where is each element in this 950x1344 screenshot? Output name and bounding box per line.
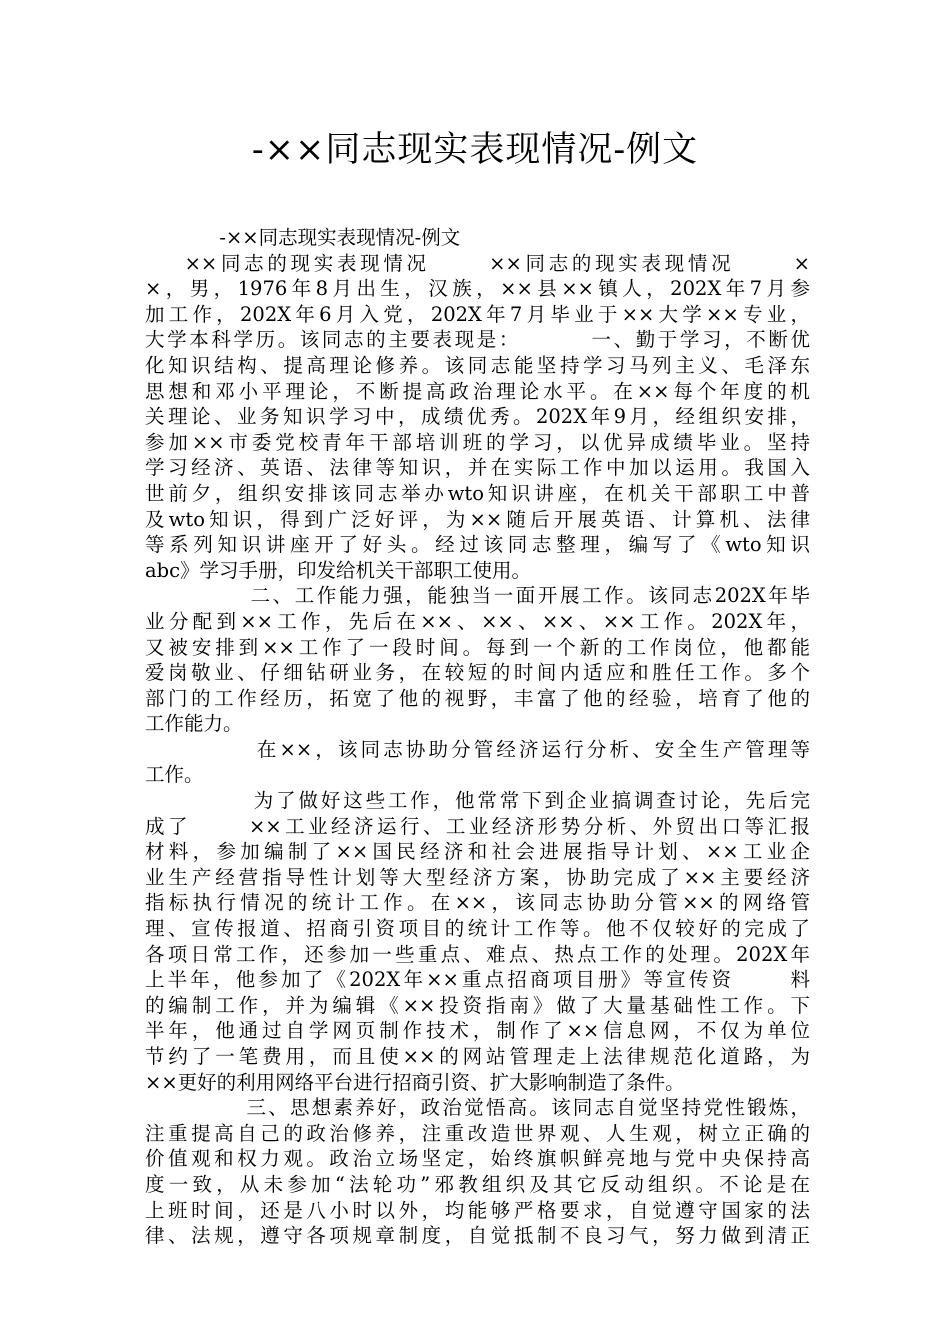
body-line: 为了做好这些工作，他常常下到企业搞调查讨论，先后完 [145, 789, 810, 813]
body-line: 又被安排到××工作了一段时间。每到一个新的工作岗位，他都能 [145, 635, 810, 659]
body-line: 度一致，从未参加“法轮功”邪教组织及其它反动组织。不论是在 [145, 1172, 810, 1196]
body-line: 上半年，他参加了《202X年××重点招商项目册》等宣传资 料 [145, 968, 810, 992]
body-line: 指标执行情况的统计工作。在××，该同志协助分管××的网络管 [145, 891, 810, 915]
body-line: 及wto知识，得到广泛好评，为××随后开展英语、计算机、法律 [145, 507, 810, 531]
body-line: 节约了一笔费用，而且使××的网站管理走上法律规范化道路，为 [145, 1045, 810, 1068]
body-line: 律、法规，遵守各项规章制度，自觉抵制不良习气，努力做到清正 [145, 1224, 810, 1248]
body-line: 业生产经营指导性计划等大型经济方案，协助完成了××主要经济 [145, 865, 810, 889]
body-line: 在××，该同志协助分管经济运行分析、安全生产管理等 [145, 737, 810, 761]
body-line: 上班时间，还是八小时以外，均能够严格要求，自觉遵守国家的法 [145, 1198, 810, 1222]
body-line: 工作能力。 [145, 712, 243, 736]
body-line: 三、思想素养好，政治觉悟高。该同志自觉坚持党性锻炼， [145, 1096, 810, 1120]
body-line: 注重提高自己的政治修养，注重改造世界观、人生观，树立正确的 [145, 1121, 810, 1145]
body-line: -××同志现实表现情况-例文 [145, 226, 461, 249]
body-line: 参加××市委党校青年干部培训班的学习，以优异成绩毕业。坚持 [145, 430, 810, 454]
body-line: 化知识结构、提高理论修养。该同志能坚持学习马列主义、毛泽东 [145, 353, 810, 377]
body-line: 思想和邓小平理论，不断提高政治理论水平。在××每个年度的机 [145, 379, 810, 403]
document-body [145, 225, 810, 1249]
body-line: 半年，他通过自学网页制作技术，制作了××信息网，不仅为单位 [145, 1019, 810, 1043]
body-line: 价值观和权力观。政治立场坚定，始终旗帜鲜亮地与党中央保持高 [145, 1147, 810, 1171]
body-line: ××同志的现实表现情况 ××同志的现实表现情况 × [145, 251, 810, 275]
body-line: abc》学习手册，印发给机关干部职工使用。 [145, 558, 532, 582]
body-line: 业分配到××工作，先后在××、××、××、××工作。202X年， [145, 609, 810, 633]
body-line: 材料，参加编制了××国民经济和社会进展指导计划、××工业企 [145, 840, 810, 864]
document-title: -××同志现实表现情况-例文 [251, 130, 699, 170]
body-line: ××更好的利用网络平台进行招商引资、扩大影响制造了条件。 [145, 1070, 685, 1094]
body-line: 理、宣传报道、招商引资项目的统计工作等。他不仅较好的完成了 [145, 917, 810, 941]
body-line: 爱岗敬业、仔细钻研业务，在较短的时间内适应和胜任工作。多个 [145, 661, 810, 685]
body-line: 成了 ××工业经济运行、工业经济形势分析、外贸出口等汇报 [145, 814, 810, 838]
body-line: 加工作，202X年6月入党，202X年7月毕业于××大学××专业， [145, 302, 810, 326]
body-line: 大学本科学历。该同志的主要表现是： 一、勤于学习，不断优 [145, 328, 810, 352]
body-line: 各项日常工作，还参加一些重点、难点、热点工作的处理。202X年 [145, 942, 810, 966]
body-line: 部门的工作经历，拓宽了他的视野，丰富了他的经验，培育了他的 [145, 686, 810, 710]
body-line: 世前夕，组织安排该同志举办wto知识讲座，在机关干部职工中普 [145, 481, 810, 505]
body-line: 关理论、业务知识学习中，成绩优秀。202X年9月，经组织安排， [145, 405, 810, 429]
body-line: ×，男，1976年8月出生，汉族，××县××镇人，202X年7月参 [145, 277, 810, 301]
body-line: 二、工作能力强，能独当一面开展工作。该同志202X年毕 [145, 584, 810, 608]
body-line: 工作。 [145, 763, 204, 787]
body-line: 学习经济、英语、法律等知识，并在实际工作中加以运用。我国入 [145, 456, 810, 480]
body-line: 的编制工作，并为编辑《××投资指南》做了大量基础性工作。下 [145, 993, 810, 1017]
body-line: 等系列知识讲座开了好头。经过该同志整理，编写了《wto知识 [145, 533, 810, 557]
